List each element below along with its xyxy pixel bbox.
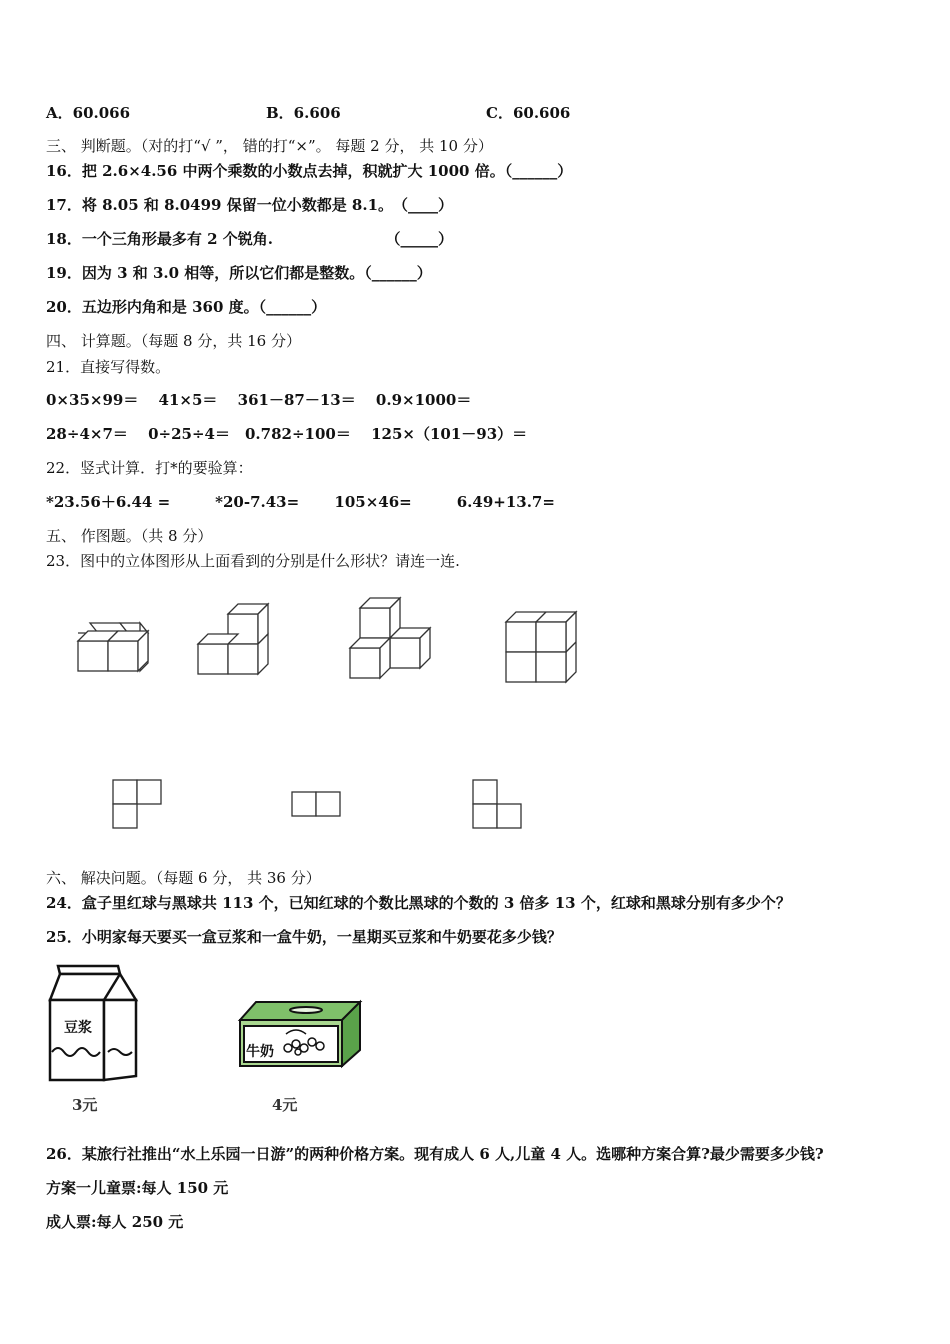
option-a: A．60.066 xyxy=(46,104,131,122)
question-16: 16．把 2.6×4.56 中两个乘数的小数点去掉，积就扩大 1000 倍。（______） xyxy=(46,162,573,180)
top-view-2 xyxy=(291,791,343,819)
question-20: 20．五边形内角和是 360 度。（______） xyxy=(46,298,327,316)
question-23-title: 23．图中的立体图形从上面看到的分别是什么形状？请连一连. xyxy=(46,552,460,570)
option-b: B．6.606 xyxy=(266,104,341,122)
plan-1-adult-ticket: 成人票:每人 250 元 xyxy=(46,1213,184,1231)
section-5-title: 五、 作图题。（共 8 分） xyxy=(46,527,213,545)
plan-1-child-ticket: 方案一儿童票:每人 150 元 xyxy=(46,1179,229,1197)
question-19: 19．因为 3 和 3.0 相等，所以它们都是整数。（______） xyxy=(46,264,432,282)
milk-price: 4元 xyxy=(272,1096,298,1114)
section-3-title: 三、 判断题。（对的打“√ ”， 错的打“×”。 每题 2 分， 共 10 分） xyxy=(46,137,493,155)
solid-figure-3 xyxy=(342,592,437,684)
soy-milk-carton-illustration xyxy=(44,960,140,1084)
solid-figure-4 xyxy=(498,606,583,691)
solid-figure-1 xyxy=(70,615,155,677)
milk-box-illustration xyxy=(236,996,366,1072)
milk-label: 牛奶 xyxy=(246,1044,274,1060)
question-22-row: *23.56＋6.44 = *20-7.43= 105×46= 6.49+13.7= xyxy=(46,493,555,511)
question-18: 18．一个三角形最多有 2 个锐角. （_____） xyxy=(46,230,453,248)
section-6-title: 六、 解决问题。（每题 6 分， 共 36 分） xyxy=(46,869,321,887)
question-26-title: 26．某旅行社推出“水上乐园一日游”的两种价格方案。现有成人 6 人,儿童 4 人。选哪种方案合算?最少需要多少钱? xyxy=(46,1145,824,1163)
top-view-1 xyxy=(112,779,164,831)
question-21-row-2: 28÷4×7＝ 0÷25÷4＝ 0.782÷100＝ 125×（101－93）＝ xyxy=(46,425,528,443)
question-24: 24．盒子里红球与黑球共 113 个，已知红球的个数比黑球的个数的 3 倍多 13 个，红球和黑球分别有多少个？ xyxy=(46,894,791,912)
soy-milk-label: 豆浆 xyxy=(64,1020,92,1036)
soy-milk-price: 3元 xyxy=(72,1096,98,1114)
question-21-row-1: 0×35×99＝ 41×5＝ 361－87－13＝ 0.9×1000＝ xyxy=(46,391,472,409)
question-22-title: 22．竖式计算．打*的要验算： xyxy=(46,459,253,477)
question-25-title: 25．小明家每天要买一盒豆浆和一盒牛奶，一星期买豆浆和牛奶要花多少钱？ xyxy=(46,928,562,946)
solid-figure-2 xyxy=(190,598,280,680)
top-view-3 xyxy=(472,779,524,831)
question-17: 17．将 8.05 和 8.0499 保留一位小数都是 8.1。 （____） xyxy=(46,196,454,214)
section-4-title: 四、 计算题。（每题 8 分，共 16 分） xyxy=(46,332,301,350)
question-21-title: 21．直接写得数。 xyxy=(46,358,171,376)
option-c: C．60.606 xyxy=(486,104,571,122)
